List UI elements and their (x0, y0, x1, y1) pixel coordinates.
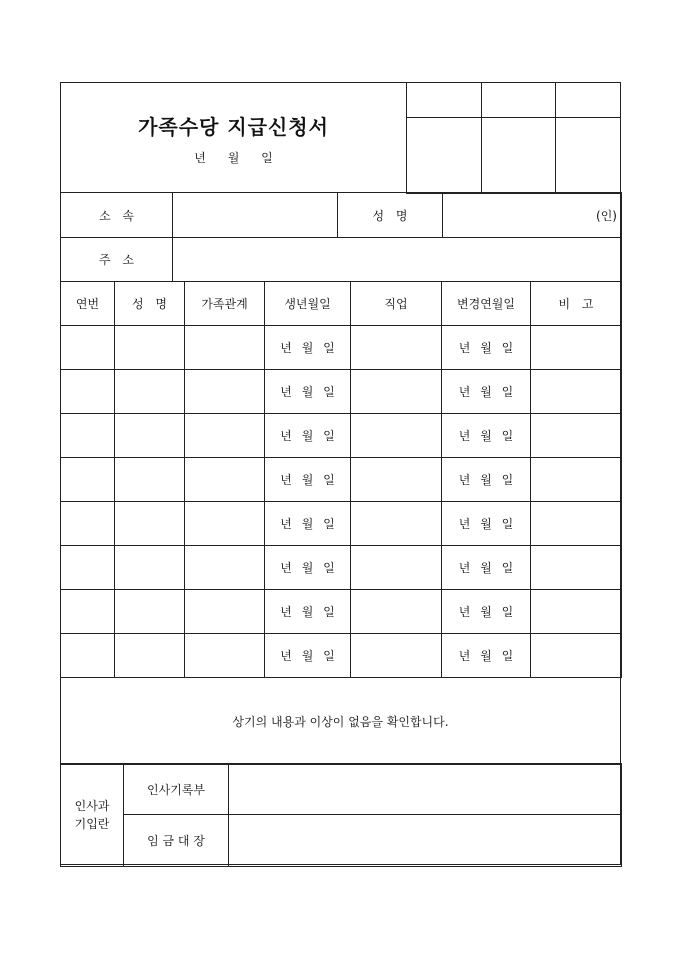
table-cell[interactable] (61, 634, 115, 678)
table-cell[interactable] (531, 326, 622, 370)
table-cell[interactable] (185, 326, 265, 370)
table-cell[interactable] (61, 370, 115, 414)
table-row (61, 590, 622, 634)
seal-label: (인) (596, 208, 617, 223)
approval-title-cell[interactable] (556, 83, 621, 118)
approval-title-cell[interactable] (481, 83, 556, 118)
table-cell[interactable] (115, 414, 185, 458)
table-cell[interactable] (185, 546, 265, 590)
column-header: 생년월일 (265, 282, 351, 326)
table-cell[interactable] (351, 502, 442, 546)
table-cell[interactable] (61, 326, 115, 370)
table-cell[interactable] (115, 458, 185, 502)
approval-sign-cell[interactable] (556, 118, 621, 194)
table-cell[interactable] (61, 502, 115, 546)
name-field[interactable] (443, 193, 622, 238)
table-cell[interactable] (531, 370, 622, 414)
column-header: 직업 (351, 282, 442, 326)
table-row (61, 502, 622, 546)
change-date-cell[interactable]: 년 월 일 (442, 590, 531, 634)
approval-sign-cell[interactable] (481, 118, 556, 194)
column-header: 성 명 (115, 282, 185, 326)
change-date-cell[interactable]: 년 월 일 (442, 458, 531, 502)
column-header: 연번 (61, 282, 115, 326)
table-row (61, 326, 622, 370)
table-cell[interactable] (115, 370, 185, 414)
column-header: 비 고 (531, 282, 622, 326)
change-date-cell[interactable]: 년 월 일 (442, 634, 531, 678)
table-cell[interactable] (531, 590, 622, 634)
table-cell[interactable] (185, 370, 265, 414)
column-header: 가족관계 (185, 282, 265, 326)
birth-date-cell[interactable]: 년 월 일 (265, 502, 351, 546)
confirmation-table (60, 677, 621, 765)
change-date-cell[interactable]: 년 월 일 (442, 370, 531, 414)
table-cell[interactable] (531, 414, 622, 458)
table-cell[interactable] (61, 458, 115, 502)
approval-sign-cell[interactable] (407, 118, 482, 194)
table-cell[interactable] (351, 458, 442, 502)
affiliation-field[interactable] (173, 193, 338, 238)
table-row (61, 546, 622, 590)
hr-item-label: 임 금 대 장 (124, 815, 229, 867)
birth-date-cell[interactable]: 년 월 일 (265, 370, 351, 414)
table-cell[interactable] (115, 634, 185, 678)
allowance-application-form (60, 82, 621, 865)
approval-title-cell[interactable] (407, 83, 482, 118)
table-cell[interactable] (351, 590, 442, 634)
table-cell[interactable] (61, 414, 115, 458)
table-cell[interactable] (351, 370, 442, 414)
confirmation-statement: 상기의 내용과 이상이 없음을 확인합니다. (61, 678, 621, 765)
birth-date-cell[interactable]: 년 월 일 (265, 590, 351, 634)
wage-ledger-field[interactable] (229, 815, 622, 867)
table-cell[interactable] (115, 326, 185, 370)
table-cell[interactable] (531, 634, 622, 678)
table-cell[interactable] (531, 458, 622, 502)
table-cell[interactable] (115, 546, 185, 590)
table-cell[interactable] (185, 590, 265, 634)
table-cell[interactable] (351, 634, 442, 678)
address-field[interactable] (173, 238, 622, 282)
table-cell[interactable] (185, 414, 265, 458)
table-cell[interactable] (351, 414, 442, 458)
table-row (61, 370, 622, 414)
birth-date-cell[interactable]: 년 월 일 (265, 546, 351, 590)
table-row (61, 634, 622, 678)
birth-date-cell[interactable]: 년 월 일 (265, 634, 351, 678)
approval-boxes (406, 82, 621, 194)
name-label: 성 명 (338, 193, 443, 238)
hr-section-label: 인사과 기입란 (61, 764, 124, 867)
applicant-info-table (60, 192, 622, 282)
hr-item-label: 인사기록부 (124, 764, 229, 815)
column-header: 변경연월일 (442, 282, 531, 326)
table-row (61, 458, 622, 502)
change-date-cell[interactable]: 년 월 일 (442, 502, 531, 546)
form-header (61, 83, 620, 193)
table-cell[interactable] (61, 546, 115, 590)
table-header-row (61, 282, 622, 326)
table-cell[interactable] (531, 502, 622, 546)
table-cell[interactable] (115, 502, 185, 546)
table-cell[interactable] (531, 546, 622, 590)
change-date-cell[interactable]: 년 월 일 (442, 546, 531, 590)
birth-date-cell[interactable]: 년 월 일 (265, 414, 351, 458)
form-date: 년 월 일 (194, 151, 273, 165)
table-cell[interactable] (185, 502, 265, 546)
birth-date-cell[interactable]: 년 월 일 (265, 458, 351, 502)
hr-entry-table (60, 763, 622, 867)
affiliation-label: 소 속 (61, 193, 173, 238)
birth-date-cell[interactable]: 년 월 일 (265, 326, 351, 370)
table-cell[interactable] (185, 458, 265, 502)
change-date-cell[interactable]: 년 월 일 (442, 326, 531, 370)
change-date-cell[interactable]: 년 월 일 (442, 414, 531, 458)
table-cell[interactable] (61, 590, 115, 634)
hr-record-field[interactable] (229, 764, 622, 815)
address-label: 주 소 (61, 238, 173, 282)
form-title: 가족수당 지급신청서 (138, 115, 329, 139)
table-row (61, 414, 622, 458)
table-cell[interactable] (351, 326, 442, 370)
table-cell[interactable] (185, 634, 265, 678)
table-cell[interactable] (115, 590, 185, 634)
family-members-table (60, 281, 622, 678)
table-cell[interactable] (351, 546, 442, 590)
